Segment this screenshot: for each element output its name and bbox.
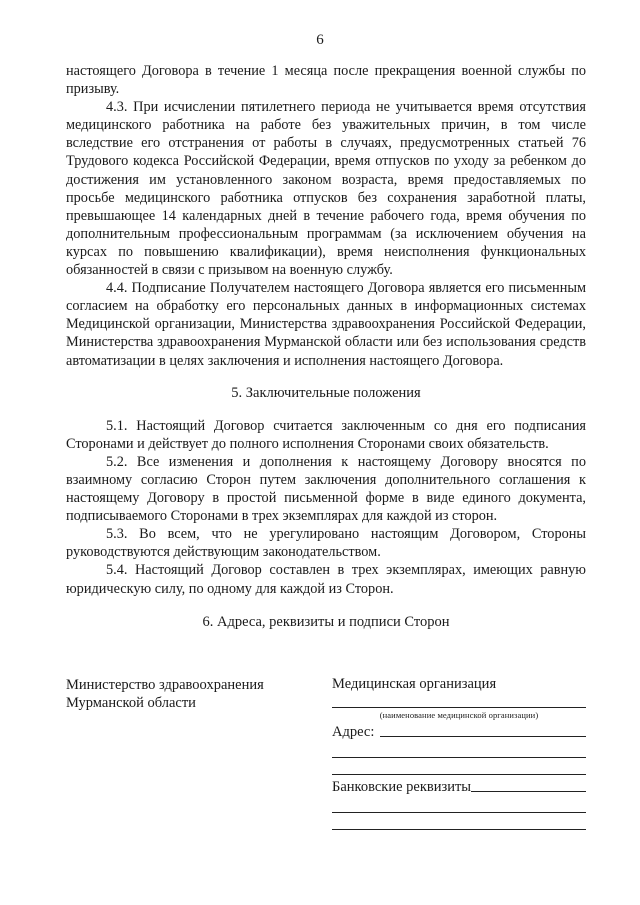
page-number: 6 [316,32,324,48]
bank-line [471,791,586,792]
paragraph-continuation: настоящего Договора в течение 1 месяца после прекращения военной службы по призыву. [66,63,586,98]
address-row [332,724,586,741]
right-party-name: Медицинская организация [332,676,497,692]
paragraph-4-3: 4.3. При исчислении пятилетнего периода не учитывается время отсутствия медицинского работника на работе без уважительных причин, в том числе вследствие его отстранения от работы в случаях, предусмотренных статьей 76 Трудового кодекса Российской Федерации, время отпусков по уходу за ребенком до достижения им установленного законом возраста, время предоставляемых по просьбе медицинского работника отпусков без сохранения заработной платы, превышающее 14 календарных дней в течение рабочего года, время обучения по дополнительным профессиональным программам (за исключением обучения на курсах по повышению квалификации), время неисполнения функциональных обязанностей в связи с призывом на военную службу. [66,99,586,279]
org-name-line [332,707,586,708]
bank-line-3 [332,829,586,830]
bank-line-2 [332,812,586,813]
address-line-2 [332,757,586,758]
bank-row [332,779,586,796]
section-6-heading: 6. Адреса, реквизиты и подписи Сторон [202,613,450,630]
org-name-caption: (наименование медицинской организации) [379,710,539,720]
address-label: Адрес: [332,724,375,740]
paragraph-5-4: 5.4. Настоящий Договор составлен в трех экземплярах, имеющих равную юридическую силу, по одному для каждой из Сторон. [66,562,586,597]
section-5-heading: 5. Заключительные положения [231,384,421,401]
address-line [380,736,586,737]
paragraph-4-4: 4.4. Подписание Получателем настоящего Договора является его письменным согласием на обработку его персональных данных в информационных системах Медицинской организации, Министерства здравоохранения Российской Федерации, Министерства здравоохранения Мурманской области или без использования средств автоматизации в целях заключения и исполнения настоящего Договора. [66,280,586,369]
paragraph-5-1: 5.1. Настоящий Договор считается заключенным со дня его подписания Сторонами и действует до полного исполнения Сторонами своих обязательств. [66,417,586,452]
paragraph-5-3: 5.3. Во всем, что не урегулировано настоящим Договором, Стороны руководствуются действующим законодательством. [66,526,586,561]
document-body [66,62,586,631]
address-line-3 [332,774,586,775]
right-party-block [332,676,586,830]
paragraph-5-2: 5.2. Все изменения и дополнения к настоящему Договору вносятся по взаимному согласию Сторон путем заключения дополнительного соглашения к настоящему Договору в простой письменной форме в виде единого документа, подписываемого Сторонами в трех экземплярах для каждой из сторон. [66,453,586,525]
left-party-name: Министерство здравоохранения Мурманской области [66,677,264,711]
bank-label: Банковские реквизиты [332,779,472,795]
signature-block [66,676,586,876]
